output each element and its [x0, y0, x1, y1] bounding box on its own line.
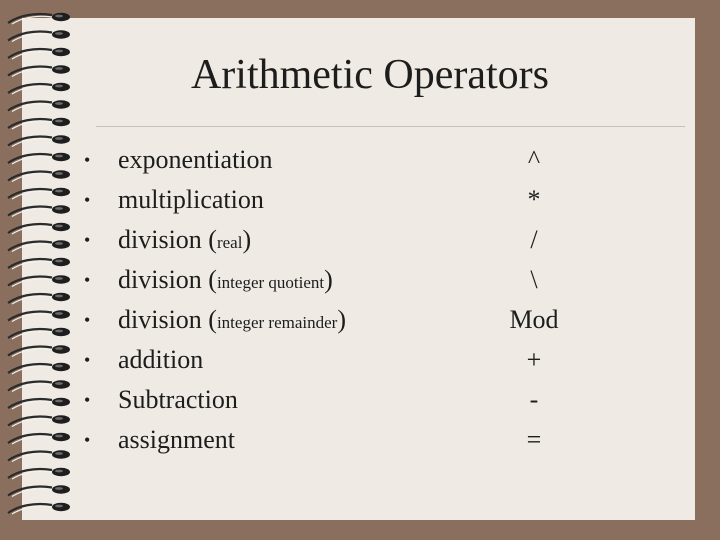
operator-row-exponentiation [84, 140, 604, 180]
operator-symbol: + [526, 345, 542, 374]
binding-ring-icon [8, 468, 70, 479]
binding-ring-icon [8, 415, 70, 426]
operator-symbol: = [526, 425, 542, 454]
binding-ring-icon [8, 170, 70, 181]
operator-close-paren: ) [324, 265, 333, 294]
spiral-binding-icon [0, 0, 90, 540]
binding-ring-icon [8, 310, 70, 321]
operator-symbol: - [529, 385, 539, 414]
binding-ring-icon [8, 503, 70, 514]
operator-row-division-quotient [84, 260, 604, 300]
binding-ring-icon [8, 153, 70, 164]
slide-title: Arithmetic Operators [190, 52, 550, 98]
binding-ring-icon [8, 223, 70, 234]
binding-ring-icon [8, 48, 70, 59]
binding-ring-icon [8, 380, 70, 391]
operator-label: addition [118, 345, 204, 374]
binding-ring-icon [8, 275, 70, 286]
binding-ring-icon [8, 30, 70, 41]
binding-ring-icon [8, 485, 70, 496]
binding-ring-icon [8, 135, 70, 146]
binding-ring-icon [8, 450, 70, 461]
operator-symbol: Mod [509, 305, 559, 334]
operator-close-paren: ) [242, 225, 252, 254]
operator-symbol: ^ [527, 145, 541, 174]
bullet-icon: • [84, 230, 91, 250]
operator-row-multiplication [84, 180, 604, 220]
operator-label: assignment [118, 425, 235, 454]
bullet-icon: • [84, 350, 91, 370]
bullet-icon: • [84, 430, 91, 450]
operator-note: integer remainder [216, 313, 338, 332]
binding-ring-icon [8, 83, 70, 94]
bullet-icon: • [84, 310, 91, 330]
bullet-icon: • [84, 270, 91, 290]
operator-symbol: * [527, 185, 541, 214]
operator-row-assignment [84, 420, 604, 460]
binding-ring-icon [8, 13, 70, 24]
operator-note: real [216, 233, 243, 252]
binding-ring-icon [8, 240, 70, 251]
binding-ring-icon [8, 205, 70, 216]
binding-ring-icon [8, 100, 70, 111]
binding-ring-icon [8, 118, 70, 129]
operator-label: division ( [118, 265, 217, 294]
binding-ring-icon [8, 363, 70, 374]
operator-label: Subtraction [118, 385, 238, 414]
binding-ring-icon [8, 188, 70, 199]
operator-label: division ( [118, 305, 217, 334]
operator-label: division ( [118, 225, 217, 254]
operator-close-paren: ) [337, 305, 346, 334]
title-divider [96, 126, 685, 127]
binding-ring-icon [8, 345, 70, 356]
operator-label: multiplication [118, 185, 264, 214]
operator-row-subtraction [84, 380, 604, 420]
binding-ring-icon [8, 65, 70, 76]
binding-ring-icon [8, 398, 70, 409]
operator-symbol: / [530, 225, 538, 254]
bullet-icon: • [84, 390, 91, 410]
operator-row-division-real [84, 220, 604, 260]
operator-row-addition [84, 340, 604, 380]
binding-ring-icon [8, 293, 70, 304]
operator-label: exponentiation [118, 145, 273, 174]
bullet-icon: • [84, 150, 91, 170]
binding-ring-icon [8, 258, 70, 269]
binding-ring-icon [8, 433, 70, 444]
binding-ring-icon [8, 328, 70, 339]
operator-symbol: \ [530, 265, 538, 294]
operator-note: integer quotient [216, 273, 325, 292]
bullet-icon: • [84, 190, 91, 210]
operator-row-division-remainder [84, 300, 604, 340]
